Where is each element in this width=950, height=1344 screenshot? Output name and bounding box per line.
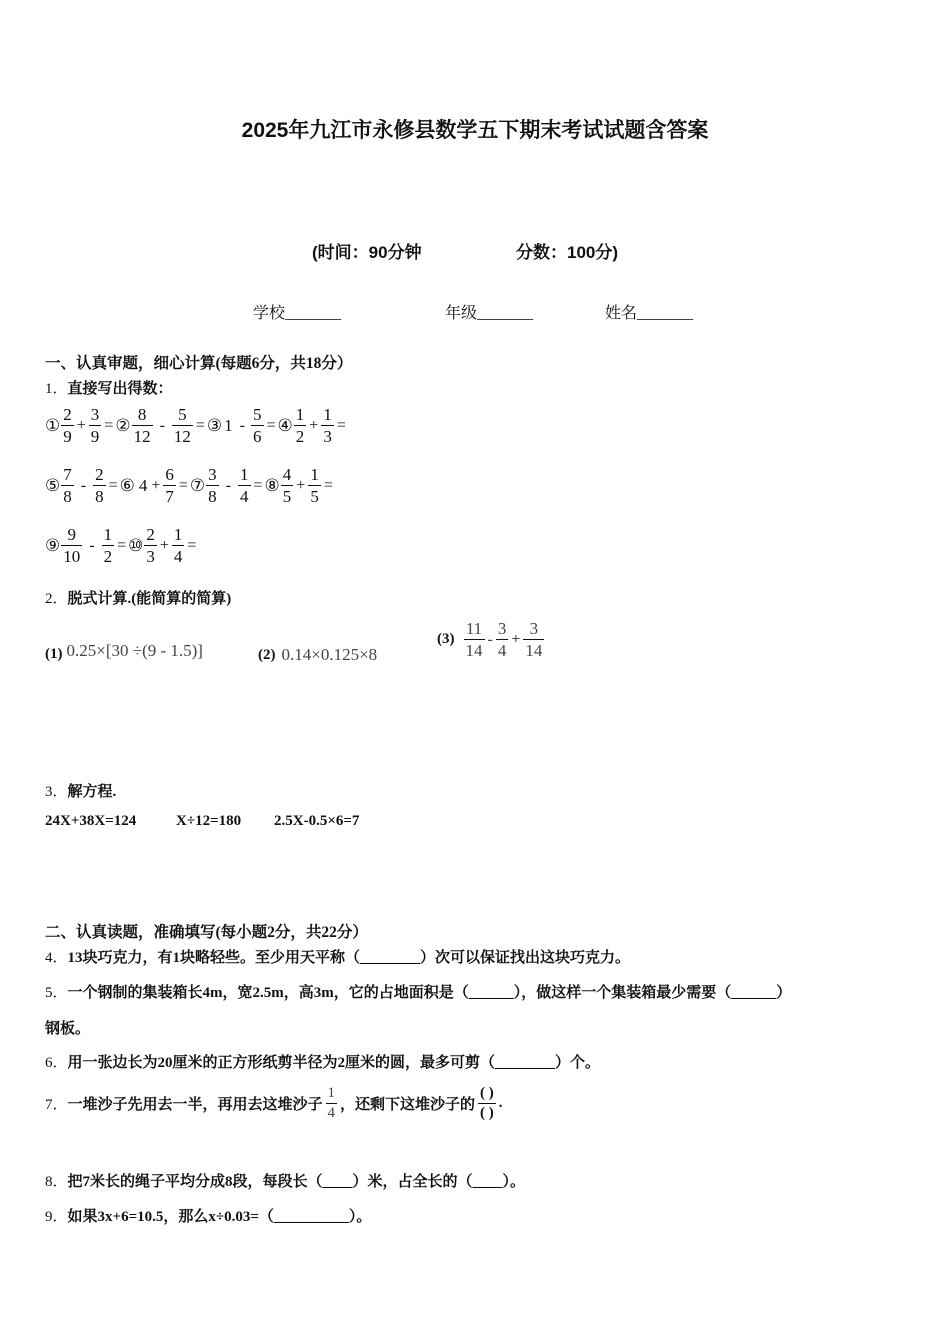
item-label: ⑤	[45, 475, 61, 495]
fraction: $\frac{9}{10}$	[63, 525, 81, 566]
fraction: $\frac{3}{14}$	[525, 619, 543, 660]
q2-part3: (3) $\frac{11}{14}$ - $\frac{3}{4}$ + $\frac{3}{14}$	[437, 619, 543, 660]
fraction: $\frac{2}{3}$	[146, 525, 155, 566]
fraction: $\frac{6}{7}$	[165, 465, 174, 506]
question-9: 9．如果3x+6=10.5，那么x÷0.03=（__________）。	[45, 1209, 372, 1225]
equation-3: 2.5X-0.5×6=7	[274, 813, 360, 829]
item-label: ⑧	[264, 475, 280, 495]
name-field: 姓名_______	[605, 305, 694, 322]
fraction: $\frac{3}{8}$	[208, 465, 217, 506]
fraction: $\frac{2}{8}$	[95, 465, 104, 506]
answer-blank-fraction[interactable]: $\frac{( )}{( )}$	[480, 1085, 494, 1121]
question-3: 3．解方程.	[45, 784, 117, 800]
fraction: $\frac{1}{4}$	[240, 465, 249, 506]
calc-row-1: ① $\frac{2}{9}$ + $\frac{3}{9}$ = ② $\frac{8}{12}$ - $\frac{5}{12}$ = ③ 1 - $\frac{5}{6}$ = ④ $\frac{1}{2}$ + $\frac{1}{3}$ =	[45, 405, 346, 446]
fraction: $\frac{5}{6}$	[253, 405, 262, 446]
question-2: 2．脱式计算.(能简算的简算)	[45, 591, 232, 607]
item-label: ⑦	[189, 475, 206, 495]
school-field: 学校_______	[253, 305, 342, 322]
grade-field: 年级_______	[445, 305, 534, 322]
fraction: $\frac{11}{14}$	[465, 619, 483, 660]
score-info: 分数：100分)	[516, 243, 619, 262]
fraction: $\frac{1}{4}$	[327, 1085, 336, 1121]
question-1: 1．直接写出得数：	[45, 381, 173, 397]
fraction: $\frac{1}{3}$	[323, 405, 332, 446]
fraction: $\frac{7}{8}$	[63, 465, 72, 506]
fraction: $\frac{4}{5}$	[282, 465, 292, 506]
fraction: $\frac{1}{2}$	[295, 405, 305, 446]
page-title: 2025年九江市永修县数学五下期末考试试题含答案	[241, 119, 709, 142]
fraction: $\frac{2}{9}$	[63, 405, 72, 446]
section2-heading: 二、认真读题，准确填写(每小题2分，共22分）	[45, 924, 368, 941]
fraction: $\frac{8}{12}$	[133, 405, 151, 446]
section1-heading: 一、认真审题，细心计算(每题6分，共18分）	[45, 355, 353, 372]
calc-row-3: ⑨ $\frac{9}{10}$ - $\frac{1}{2}$ = ⑩ $\frac{2}{3}$ + $\frac{1}{4}$ =	[45, 525, 197, 566]
fraction: $\frac{5}{12}$	[173, 405, 191, 446]
item-label: ②	[115, 415, 131, 435]
equation-1: 24X+38X=124	[45, 813, 137, 829]
question-7: 7． 一堆沙子先用去一半，再用去这堆沙子 $\frac{1}{4}$ ，还剩下这堆沙子的 $\frac{( )}{( )}$ .	[45, 1085, 503, 1121]
question-5-cont: 钢板。	[45, 1021, 91, 1037]
item-label: ③	[206, 415, 223, 435]
item-label: ⑩	[128, 535, 144, 555]
fraction: $\frac{1}{4}$	[173, 525, 183, 566]
q2-part2: (2) 0.14×0.125×8	[258, 645, 378, 664]
question-6: 6．用一张边长为20厘米的正方形纸剪半径为2厘米的圆，最多可剪（________）个。	[45, 1055, 601, 1071]
question-4: 4．13块巧克力，有1块略轻些。至少用天平称（________）次可以保证找出这块巧克力。	[45, 950, 631, 966]
fraction: $\frac{1}{5}$	[310, 465, 319, 506]
item-label: ⑨	[45, 535, 61, 555]
question-8: 8．把7米长的绳子平均分成8段，每段长（____）米，占全长的（____）。	[45, 1174, 526, 1190]
question-5: 5．一个钢制的集装箱长4m，宽2.5m，高3m，它的占地面积是（______），做这样一个集装箱最少需要（______）	[45, 985, 792, 1001]
item-label: ④	[277, 415, 293, 435]
q2-part1: (1) 0.25×[30 ÷(9 - 1.5)]	[45, 640, 203, 662]
fraction: $\frac{3}{4}$	[497, 619, 507, 660]
item-label: ①	[45, 415, 61, 435]
item-label: ⑥	[119, 475, 135, 495]
fraction: $\frac{1}{2}$	[103, 525, 113, 566]
fraction: $\frac{3}{9}$	[90, 405, 100, 446]
equation-2: X÷12=180	[176, 813, 242, 829]
calc-row-2: ⑤ $\frac{7}{8}$ - $\frac{2}{8}$ = ⑥ 4 + $\frac{6}{7}$ = ⑦ $\frac{3}{8}$ - $\frac{1}{4}$ = ⑧ $\frac{4}{5}$ + $\frac{1}{5}$ =	[45, 465, 333, 506]
time-info: (时间：90分钟	[312, 243, 422, 262]
